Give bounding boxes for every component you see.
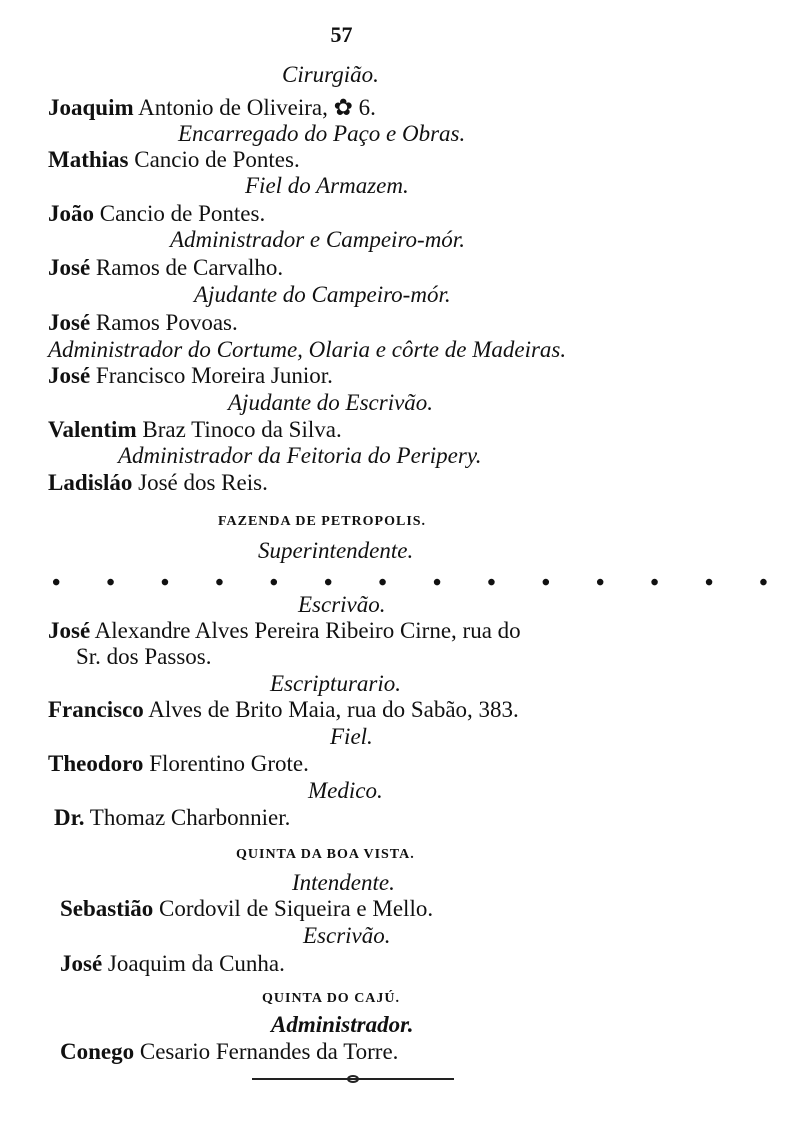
name-valentim-braz-tinoco (48, 418, 342, 441)
name-mathias-cancio (48, 148, 300, 171)
name-joaquim-text: Antonio de Oliveira, (133, 95, 334, 120)
rosette-symbol: ✿ (333, 95, 353, 120)
name-jose-francisco-text: Francisco Moreira Junior. (90, 363, 333, 388)
heading-escripturario: Escripturario. (270, 671, 401, 696)
heading-administrador-campeiro: Administrador e Campeiro-mór. (170, 227, 465, 252)
name-francisco-text: Alves de Brito Maia, rua do Sabão, 383. (143, 697, 519, 722)
name-joaquim-suffix: 6. (352, 95, 376, 120)
name-ladislao-jose (48, 471, 268, 494)
heading-administrador-feitoria: Administrador da Feitoria do Peripery. (118, 443, 482, 468)
heading-administrador-cortume: Administrador do Cortume, Olaria e côrte de Madeiras. (48, 337, 567, 362)
name-ladislao-bold: Ladisláo (48, 470, 133, 495)
heading-medico: Medico. (308, 778, 383, 803)
heading-superintendente: Superintendente. (258, 538, 414, 563)
section-quinta-da-boa-vista: QUINTA DA BOA VISTA. (236, 847, 415, 862)
name-francisco-bold: Francisco (48, 697, 144, 722)
vacant-position-dots: • • • • • • • • • • • • • • (52, 570, 788, 596)
heading-fiel-armazem: Fiel do Armazem. (245, 173, 409, 198)
name-jose-bold: José (48, 618, 91, 643)
address-continuation: Sr. dos Passos. (76, 644, 212, 669)
heading-escrivao: Escrivão. (298, 592, 386, 617)
name-joaquim-bold: Joaquim (48, 95, 134, 120)
heading-administrador: Administrador. (271, 1012, 414, 1037)
name-theodoro-text: Florentino Grote. (143, 751, 309, 776)
heading-intendente: Intendente. (292, 870, 395, 895)
name-joao-bold: João (48, 201, 94, 226)
name-thomaz-text: Thomaz Charbonnier. (84, 805, 291, 830)
name-jose-ramos-povoas (48, 311, 238, 334)
page-number: 57 (330, 22, 353, 47)
name-jose-francisco-moreira (48, 364, 333, 387)
name-mathias-text: Cancio de Pontes. (128, 147, 300, 172)
closing-ornament-line (252, 1075, 454, 1083)
name-thomaz-bold: Dr. (54, 805, 85, 830)
name-jose-joaquim-cunha (60, 952, 285, 975)
name-sebastiao-cordovil (60, 897, 433, 920)
heading-encarregado: Encarregado do Paço e Obras. (178, 121, 466, 146)
name-jose-ramos-carvalho (48, 256, 283, 279)
name-jose-bold: José (60, 951, 103, 976)
name-jose-alexandre-text: Alexandre Alves Pereira Ribeiro Cirne, rua do (90, 618, 521, 643)
name-sebastiao-text: Cordovil de Siqueira e Mello. (153, 896, 434, 921)
name-francisco-alves (48, 698, 519, 721)
name-jose-bold: José (48, 310, 91, 335)
name-jose-alexandre-alves (48, 619, 521, 642)
heading-ajudante-campeiro: Ajudante do Campeiro-mór. (194, 282, 451, 307)
name-theodoro-bold: Theodoro (48, 751, 144, 776)
name-jose-ramos-text: Ramos de Carvalho. (90, 255, 284, 280)
name-jose-povoas-text: Ramos Povoas. (90, 310, 238, 335)
name-mathias-bold: Mathias (48, 147, 129, 172)
name-joaquim-antonio-de-oliveira (48, 96, 376, 119)
name-sebastiao-bold: Sebastião (60, 896, 154, 921)
name-conego-cesario (60, 1040, 398, 1063)
name-valentim-bold: Valentim (48, 417, 137, 442)
name-theodoro-florentino (48, 752, 309, 775)
heading-ajudante-escrivao: Ajudante do Escrivão. (228, 390, 434, 415)
name-jose-bold: José (48, 255, 91, 280)
name-conego-text: Cesario Fernandes da Torre. (134, 1039, 399, 1064)
heading-cirurgiao: Cirurgião. (282, 62, 379, 87)
heading-escrivao-boa-vista: Escrivão. (303, 923, 391, 948)
section-fazenda-de-petropolis: FAZENDA DE PETROPOLIS. (218, 514, 427, 529)
section-quinta-do-caju: QUINTA DO CAJÚ. (262, 991, 401, 1006)
name-jose-bold: José (48, 363, 91, 388)
name-joao-cancio (48, 202, 265, 225)
name-jose-joaquim-text: Joaquim da Cunha. (102, 951, 285, 976)
name-thomaz-charbonnier (54, 806, 290, 829)
name-joao-text: Cancio de Pontes. (94, 201, 266, 226)
heading-fiel: Fiel. (330, 724, 373, 749)
name-ladislao-text: José dos Reis. (132, 470, 268, 495)
name-valentim-text: Braz Tinoco da Silva. (136, 417, 342, 442)
name-conego-bold: Conego (60, 1039, 135, 1064)
